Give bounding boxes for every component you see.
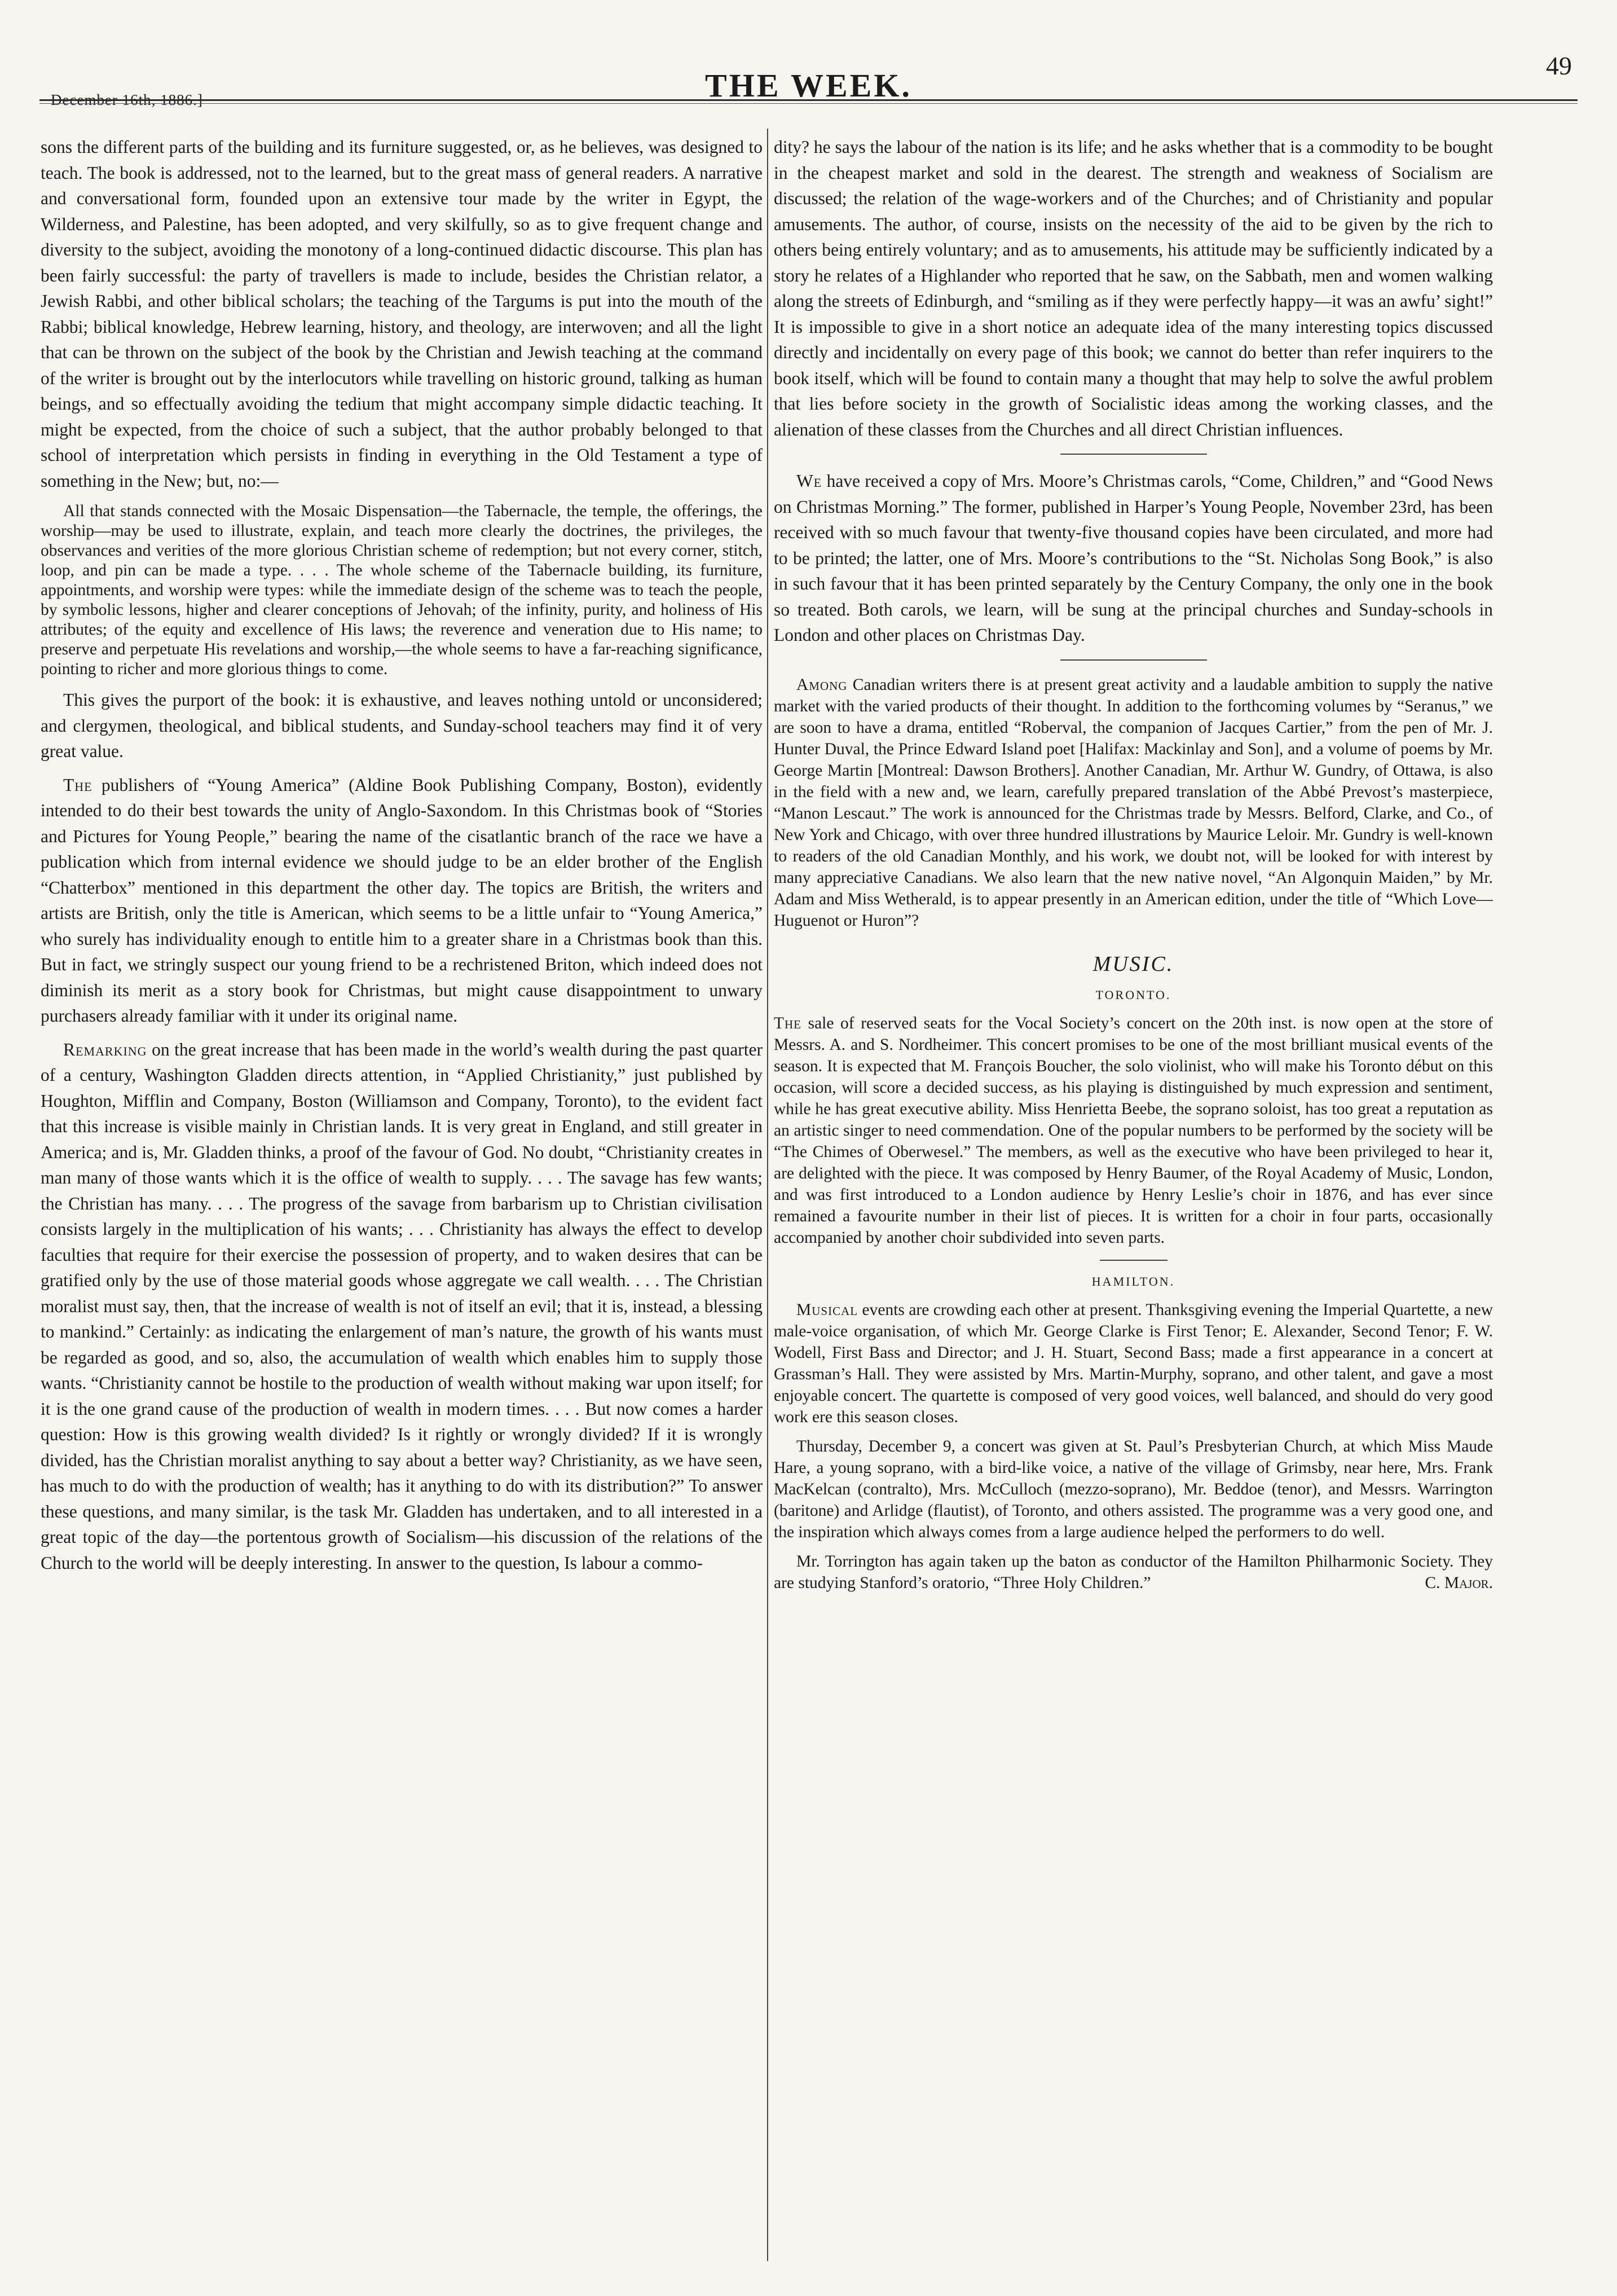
paragraph-text: publishers of “Young America” (Aldine Book Publishing Company, Boston), evidently intended to do their best towards the unity of Anglo-Saxondom. In this Christmas book of “Stories and Pictures for Young People,” bearing the name of the cisatlantic branch of the race we have a publication which from internal evidence we should judge to be an elder brother of the English “Chatterbox” mentioned in this department the other day. The topics are British, the writers and artists are British, only the title is American, which seems to be a little unfair to “Young America,” who surely has individuality enough to entitle him to a greater share in a Christmas book than this. But in fact, we stringly suspect our young friend to be a rechristened Briton, which indeed does not diminish its merit as a story book for Christmas, but might cause disappointment to unwary purchasers already familiar with it under its original name. [41, 775, 763, 1026]
lead-word: Among [796, 675, 848, 694]
section-divider [1060, 659, 1207, 661]
lead-word: The [774, 1014, 802, 1032]
paragraph-text: events are crowding each other at present. Thanksgiving evening the Imperial Quartette, a new male-voice organisation, of which Mr. George Clarke is First Tenor; E. Alexander, Second Tenor; F. W. Wodell, First Bass and Director; and J. H. Stuart, Second Bass; made a first appearance in a concert at Grassman’s Hall. They were assisted by Mrs. Martin-Murphy, soprano, and other talent, and gave a most enjoyable concert. The quartette is composed of very good voices, well balanced, and should do very good work ere this season closes. [774, 1300, 1493, 1426]
column-divider [767, 129, 768, 2261]
lead-word: The [63, 775, 92, 795]
block-quote-mosaic-dispensation: All that stands connected with the Mosaic Dispensation—the Tabernacle, the temple, the offerings, the worship—may be used to illustrate, explain, and teach more clearly the doctrines, the privileges, the observances and verities of the more glorious Christian scheme of redemption; but not every corner, stitch, loop, and pin can be made a type. . . . The whole scheme of the Tabernacle building, its furniture, appointments, and worship were types: while the immediate design of the scheme was to teach the people, by symbolic lessons, higher and clearer conceptions of Jehovah; of the infinity, purity, and holiness of His attributes; of the equity and excellence of His laws; the reverence and veneration due to His name; to preserve and perpetuate His revelations and worship,—the whole seems to have a far-reaching significance, pointing to richer and more glorious things to come. [41, 502, 763, 678]
lead-word: We [796, 471, 822, 491]
subheading-hamilton: HAMILTON. [1091, 1274, 1175, 1288]
section-divider [1060, 454, 1207, 455]
masthead [39, 39, 1578, 107]
publication-title: THE WEEK. [705, 67, 912, 104]
lead-word: Remarking [63, 1039, 147, 1059]
paragraph-vocal-society [774, 1013, 1493, 1248]
author-signature: C. Major. [1425, 1573, 1493, 1592]
paragraph-text: Canadian writers there is at present great activity and a laudable ambition to supply the native market with the varied products of their thought. In addition to the forthcoming volumes by “Seranus,” we are soon to have a drama, entitled “Roberval, the companion of Jacques Cartier,” from the pen of Mr. J. Hunter Duval, the Prince Edward Island poet [Halifax: Mackinlay and Son], and a volume of poems by Mr. George Martin [Montreal: Dawson Brothers]. Another Canadian, Mr. Arthur W. Gundry, of Ottawa, is also in the field with a new and, we learn, carefully prepared translation of the Abbé Prevost’s masterpiece, “Manon Lescaut.” The work is announced for the Christmas trade by Messrs. Belford, Clarke, and Co., of New York and Chicago, with over three hundred illustrations by Maurice Leloir. Mr. Gundry is well-known to readers of the old Canadian Monthly, and his work, we doubt not, will be looked for with interest by many appreciative Canadians. We also learn that the new native novel, “An Algonquin Maiden,” by Mr. Adam and Miss Wetherald, is to appear presently in an American edition, under the title of “Which Love—Huguenot or Huron”? [774, 675, 1493, 930]
paragraph-canadian-writers [774, 674, 1493, 931]
section-heading-music: MUSIC. [1092, 952, 1174, 976]
header-rule-thin [39, 103, 1578, 104]
paragraph-book-review-continued: sons the different parts of the building and its furniture suggested, or, as he believes, was designed to teach. The book is addressed, not to the learned, but to the great mass of general readers. A narrative and conversational form, founded upon an extensive tour made by the writer in Egypt, the Wilderness, and Palestine, has been adopted, and very skilfully, so as to give frequent change and diversity to the subject, avoiding the monotony of a long-continued didactic discourse. This plan has been fairly successful: the party of travellers is made to include, besides the Christian relator, a Jewish Rabbi, and other biblical scholars; the teaching of the Targums is put into the mouth of the Rabbi; biblical knowledge, Hebrew learning, history, and theology, are interwoven; and all the light that can be thrown on the subject of the book by the Christian and Jewish teaching at the command of the writer is brought out by the interlocutors while travelling on historic ground, talking as human beings, and so effectually avoiding the tedium that might accompany simple didactic teaching. It might be expected, from the choice of such a subject, that the author probably belonged to that school of interpretation which persists in finding in everything in the Old Testament a type of something in the New; but, no:— [41, 137, 763, 491]
paragraph-young-america [41, 772, 763, 1029]
paragraph-text: Mr. Torrington has again taken up the baton as conductor of the Hamilton Philharmonic Society. They are studying Stanford’s oratorio, “Three Holy Children.” [774, 1552, 1493, 1592]
left-column [41, 134, 763, 2267]
page-number: 49 [1546, 51, 1572, 80]
paragraph-text: have received a copy of Mrs. Moore’s Christmas carols, “Come, Children,” and “Good News on Christmas Morning.” The former, published in Harper’s Young People, November 23rd, has been received with so much favour that twenty-five thousand copies have been circulated, and more had to be printed; the latter, one of Mrs. Moore’s contributions to the “St. Nicholas Song Book,” is also in such favour that it has been printed separately by the Century Company, the only one in the book so treated. Both carols, we learn, will be sung at the principal churches and Sunday-schools in London and other places on Christmas Day. [774, 471, 1493, 645]
subheading-toronto: TORONTO. [1095, 987, 1171, 1002]
lead-word: Musical [796, 1300, 858, 1319]
paragraph-applied-christianity [41, 1037, 763, 1576]
section-divider [1100, 1260, 1167, 1261]
right-column [774, 134, 1493, 2267]
paragraph-st-pauls-concert: Thursday, December 9, a concert was given at St. Paul’s Presbyterian Church, at which Miss Maude Hare, a young soprano, with a bird-like voice, a native of the village of Grimsby, near here, Mrs. Frank MacKelcan (contralto), Mrs. McCulloch (mezzo-soprano), Mr. Beddoe (tenor), and Messrs. Warrington (baritone) and Arlidge (flautist), of Toronto, and others assisted. The programme was a very good one, and the inspiration which always comes from a large audience helped the performers to do well. [774, 1437, 1493, 1541]
paragraph-imperial-quartette [774, 1299, 1493, 1428]
paragraph-socialism-continued: dity? he says the labour of the nation is its life; and he asks whether that is a commodity to be bought in the cheapest market and sold in the dearest. The strength and weakness of Socialism are discussed; the relation of the wage-workers and of the Churches; and of Christianity and popular amusements. The author, of course, insists on the necessity of the aid to be given by the rich to others being entirely voluntary; and as to amusements, his attitude may be sufficiently indicated by a story he relates of a Highlander who reported that he saw, on the Sabbath, men and women walking along the streets of Edinburgh, and “smiling as if they were perfectly happy—it was an awfu’ sight!” It is impossible to give in a short notice an adequate idea of the many interesting topics discussed directly and incidentally on every page of this book; we cannot do better than refer inquirers to the book itself, which will be found to contain many a thought that may help to solve the awful problem that lies before society in the growth of Socialistic ideas among the working classes, and the alienation of these classes from the Churches and all direct Christian influences. [774, 137, 1493, 439]
header-rule [39, 99, 1578, 101]
paragraph-text: sale of reserved seats for the Vocal Society’s concert on the 20th inst. is now open at the store of Messrs. A. and S. Nordheimer. This concert promises to be one of the most brilliant musical events of the season. It is expected that M. François Boucher, the solo violinist, who will make his Toronto début on this occasion, will score a decided success, as his playing is distinguished by much expression and sentiment, while he has great executive ability. Miss Henrietta Beebe, the soprano soloist, has too great a reputation as an artistic singer to need commendation. One of the popular numbers to be performed by the society will be “The Chimes of Oberwesel.” The members, as well as the executive who have been privileged to hear it, are delighted with the piece. It was composed by Henry Baumer, of the Royal Academy of Music, London, and was first introduced to a London audience by Henry Leslie’s choir in 1876, and has ever since remained a favourite number in their list of pieces. It is written for a choir in four parts, occasionally accompanied by another choir subdivided into seven parts. [774, 1014, 1493, 1247]
paragraph-christmas-carols [774, 468, 1493, 648]
issue-date: December 16th, 1886.] [51, 91, 203, 108]
paragraph-book-purport: This gives the purport of the book: it is exhaustive, and leaves nothing untold or unconsidered; and clergymen, theological, and biblical students, and Sunday-school teachers may find it of very great value. [41, 690, 763, 761]
paragraph-text: on the great increase that has been made in the world’s wealth during the past quarter of a century, Washington Gladden directs attention, in “Applied Christianity,” just published by Houghton, Mifflin and Company, Boston (Williamson and Company, Toronto), to the evident fact that this increase is visible mainly in Christian lands. It is very great in England, and still greater in America; and is, Mr. Gladden thinks, a proof of the favour of God. No doubt, “Christianity creates in man many of those wants which it is the office of wealth to supply. . . . The savage has few wants; the Christian has many. . . . The progress of the savage from barbarism up to Christian civilisation consists largely in the multiplication of his wants; . . . Christianity has always the effect to develop faculties that require for their exercise the possession of property, and to waken desires that can be gratified only by the use of those material goods whose aggregate we call wealth. . . . The Christian moralist must say, then, that the increase of wealth is not of itself an evil; that it is, instead, a blessing to mankind.” Certainly: as indicating the enlargement of man’s nature, the growth of his wants must be regarded as good, and so, also, the accumulation of wealth which enables him to supply those wants. “Christianity cannot be hostile to the production of wealth without making war upon itself; for it is the one grand cause of the production of wealth in modern times. . . . But now comes a harder question: How is this growing wealth divided? Is it rightly or wrongly divided? If it is wrongly divided, has the Christian moralist anything to say about a better way? Christianity, as we have seen, has much to do with the production of wealth; has it anything to do with its distribution?” To answer these questions, and many similar, is the task Mr. Gladden has undertaken, and to all interested in a great topic of the day—the portentous growth of Socialism—his discussion of the relations of the Church to the world will be deeply interesting. In answer to the question, Is labour a commo- [41, 1039, 763, 1573]
paragraph-philharmonic [774, 1551, 1493, 1594]
